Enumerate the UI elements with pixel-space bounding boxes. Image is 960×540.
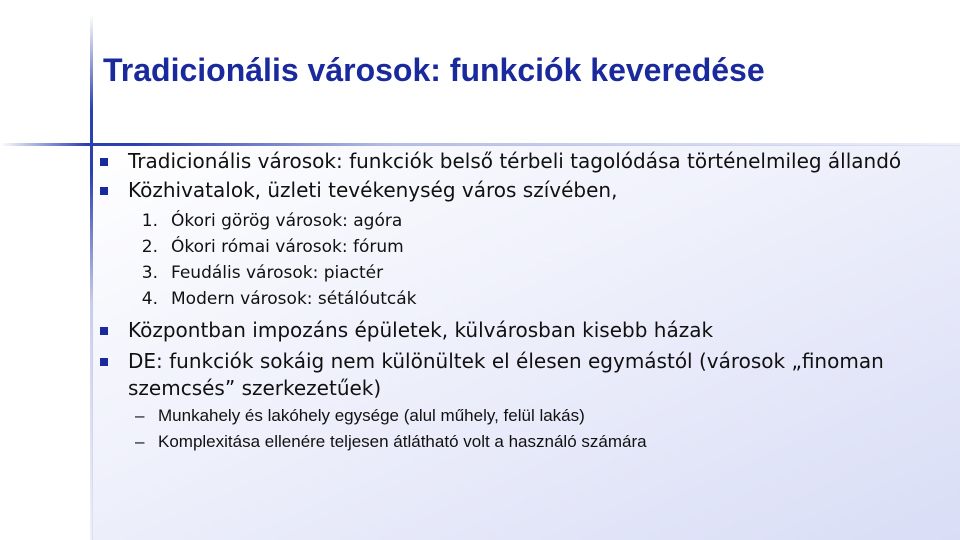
- square-bullet-icon: [100, 358, 108, 366]
- dash-bullet: –: [135, 432, 145, 451]
- bullet-text: Közhivatalok, üzleti tevékenység város szívében,: [128, 178, 618, 202]
- item-number: 1.: [141, 211, 158, 231]
- item-text: Modern városok: sétálóutcák: [171, 289, 417, 309]
- item-number: 3.: [141, 263, 158, 283]
- bullet-text: DE: funkciók sokáig nem különültek el élesen egymástól (városok „finoman szemcsés” szerkezetűek): [128, 349, 884, 400]
- sub-item-text: Komplexitása ellenére teljesen átlátható volt a használó számára: [158, 432, 647, 451]
- item-number: 4.: [141, 289, 158, 309]
- bullet-text: Központban impozáns épületek, külvárosban kisebb házak: [128, 318, 714, 342]
- square-bullet-icon: [100, 327, 108, 335]
- square-bullet-icon: [100, 187, 108, 195]
- item-text: Feudális városok: piactér: [171, 263, 384, 283]
- item-text: Ókori görög városok: agóra: [171, 211, 403, 231]
- decorative-vertical-line: [90, 15, 93, 540]
- item-number: 2.: [141, 237, 158, 257]
- decorative-horizontal-line: [0, 143, 960, 146]
- slide-title: Tradicionális városok: funkciók keveredése: [103, 52, 765, 88]
- dash-bullet: –: [135, 406, 145, 425]
- square-bullet-icon: [100, 158, 108, 166]
- item-text: Ókori római városok: fórum: [171, 237, 404, 257]
- left-margin-band: [0, 0, 92, 540]
- bullet-text: Tradicionális városok: funkciók belső térbeli tagolódása történelmileg állandó: [128, 149, 902, 173]
- sub-item-text: Munkahely és lakóhely egysége (alul műhely, felül lakás): [158, 406, 585, 425]
